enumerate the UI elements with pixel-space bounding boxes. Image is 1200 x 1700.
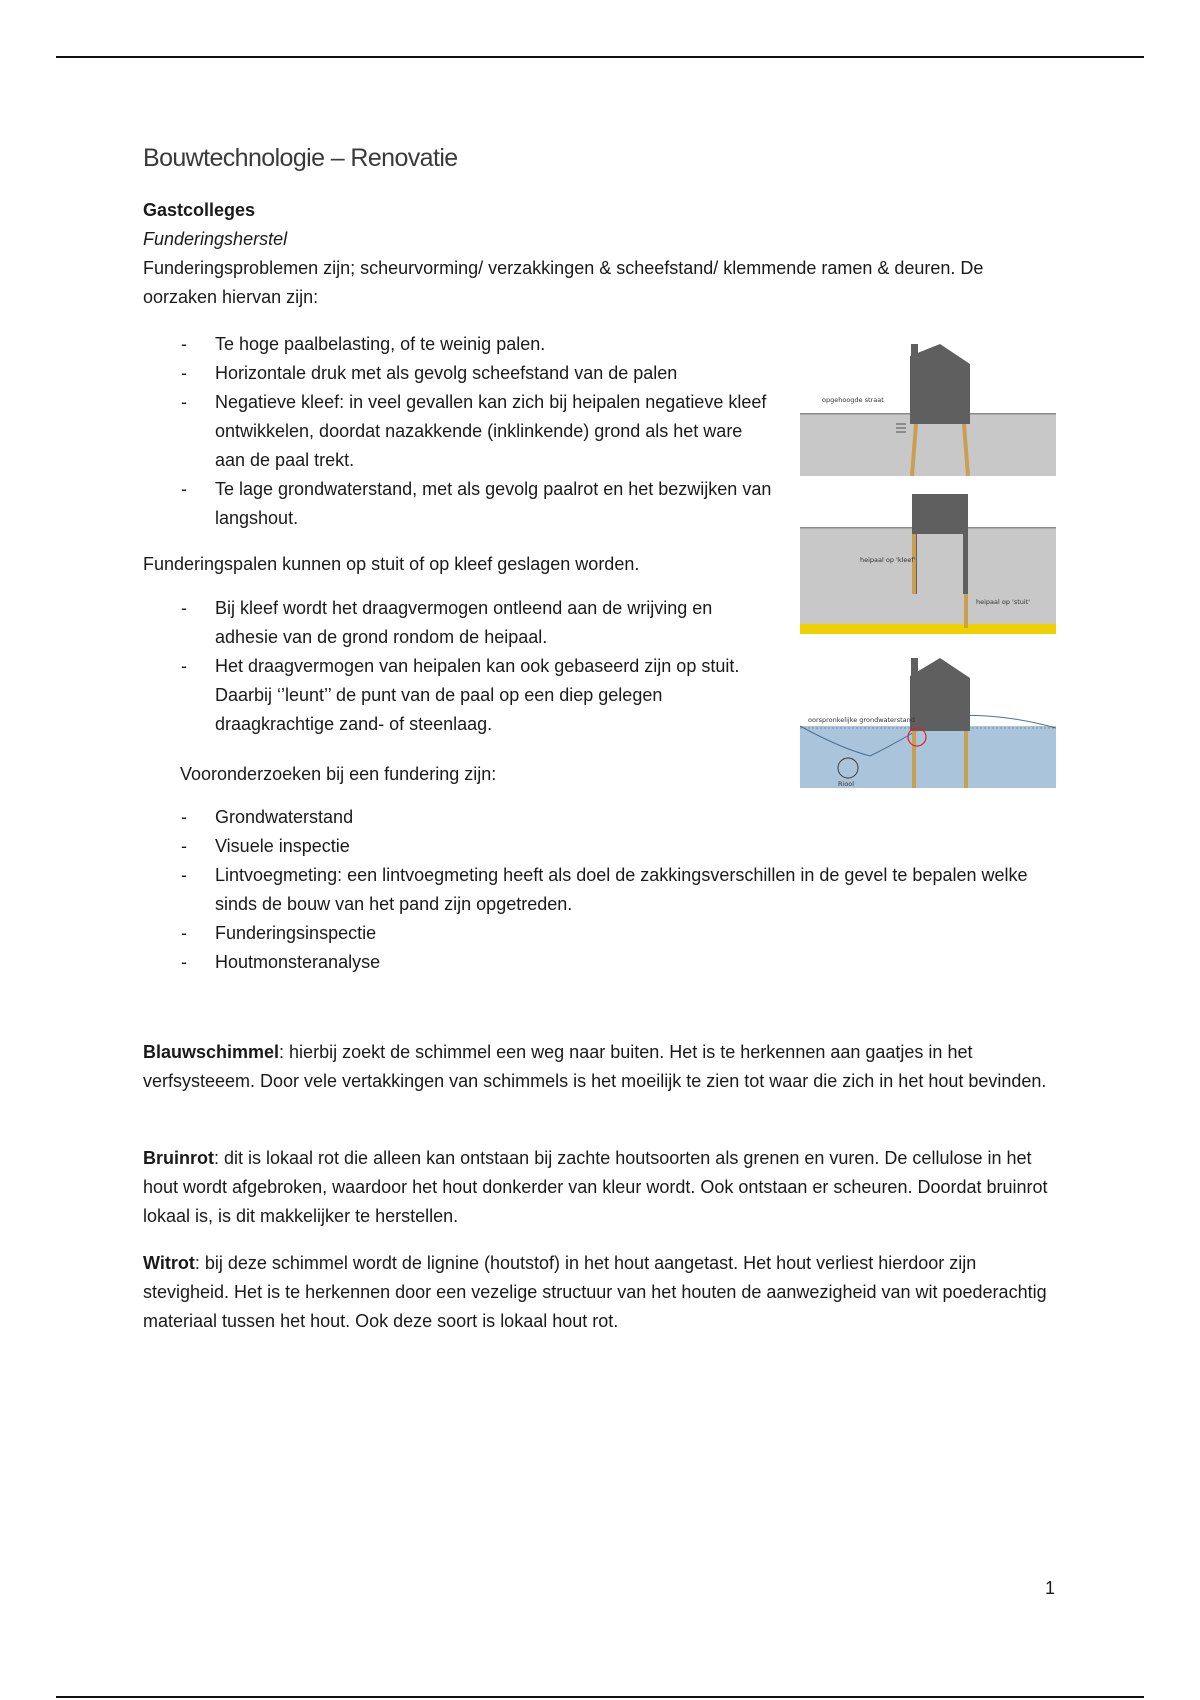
panel3-label-a: oorspronkelijke grondwaterstand [808,716,915,724]
house-shape [912,494,968,534]
footer-rule [56,1696,1144,1698]
list-item: - Horizontale druk met als gevolg scheefstand van de palen [181,363,678,383]
list-item: - Het draagvermogen van heipalen kan ook gebaseerd zijn op stuit. Daarbij ‘’leunt’’ de punt van de paal op een diep gelegen draagkrachtige zand- of steenlaag. [181,656,740,734]
paragraph-bruinrot: Bruinrot: dit is lokaal rot die alleen kan ontstaan bij zachte houtsoorten als grenen en vuren. De cellulose in het hout wordt afgebroken, waardoor het hout donkerder van kleur wordt. Ook ontstaan er scheuren. Doordat bruinrot lokaal is, is dit makkelijker te herstellen. [143,1148,1048,1226]
list-item: - Houtmonsteranalyse [181,952,381,972]
list-item: - Funderingsinspectie [181,923,377,943]
panel-groundwater [800,658,1056,788]
list-item: - Lintvoegmeting: een lintvoegmeting heeft als doel de zakkingsverschillen in de gevel te bepalen welke sinds de bouw van het pand zijn opgetreden. [181,865,1028,914]
header-rule [56,56,1144,58]
piles-intro: Funderingspalen kunnen op stuit of op kleef geslagen worden. [143,554,640,574]
subsection-heading: Funderingsherstel [143,229,288,249]
list-item: - Visuele inspectie [181,836,350,856]
wall [963,534,968,594]
piles-list [143,594,773,739]
research-intro: Vooronderzoeken bij een fundering zijn: [180,764,497,784]
intro-paragraph: Funderingsproblemen zijn; scheurvorming/ verzakkingen & scheefstand/ klemmende ramen & deuren. De oorzaken hiervan zijn: [143,258,984,307]
section-heading: Gastcolleges [143,200,256,220]
list-item: - Grondwaterstand [181,807,354,827]
document-title: Bouwtechnologie – Renovatie [143,144,458,172]
list-item: - Bij kleef wordt het draagvermogen ontleend aan de wrijving en adhesie van de grond rondom de heipaal. [181,598,713,647]
list-item: - Te lage grondwaterstand, met als gevolg paalrot en het bezwijken van langshout. [181,479,772,528]
water-layer [800,726,1056,788]
paragraph-witrot: Witrot: bij deze schimmel wordt de lignine (houtstof) in het hout aangetast. Het hout verliest hierdoor zijn stevigheid. Het is te herkennen door een vezelige structuur van het houten de aanwezigheid van wit poederachtig materiaal tussen het hout. Ook deze soort is lokaal hout rot. [143,1253,1047,1331]
page-number: 1 [1045,1578,1056,1598]
panel1-label: opgehoogde straat [822,396,884,404]
foundation-diagram [800,336,1056,788]
chimney [911,344,918,364]
panel-raised-street [800,344,1056,476]
research-list [143,803,1043,977]
foundation-figure [800,336,1056,788]
causes-list [143,330,773,533]
panel2-label-a: heipaal op 'kleef' [860,556,916,564]
sand-layer [800,624,1056,634]
list-item: - Negatieve kleef: in veel gevallen kan zich bij heipalen negatieve kleef ontwikkelen, doordat nazakkende (inklinkende) grond als het ware aan de paal trekt. [181,392,767,470]
panel2-label-b: heipaal op 'stuit' [976,598,1031,606]
house-shape [910,344,970,424]
chimney [911,658,918,676]
paragraph-blauwschimmel: Blauwschimmel: hierbij zoekt de schimmel een weg naar buiten. Het is te herkennen aan gaatjes in het verfsysteeem. Door vele vertakkingen van schimmels is het moeilijk te zien tot waar die zich in het hout bevinden. [143,1042,1047,1091]
panel3-label-b: Riool [838,780,855,788]
panel-kleef-stuit [800,494,1056,634]
house-shape [910,658,970,731]
list-item: - Te hoge paalbelasting, of te weinig palen. [181,334,546,354]
soil-layer [800,528,1056,624]
